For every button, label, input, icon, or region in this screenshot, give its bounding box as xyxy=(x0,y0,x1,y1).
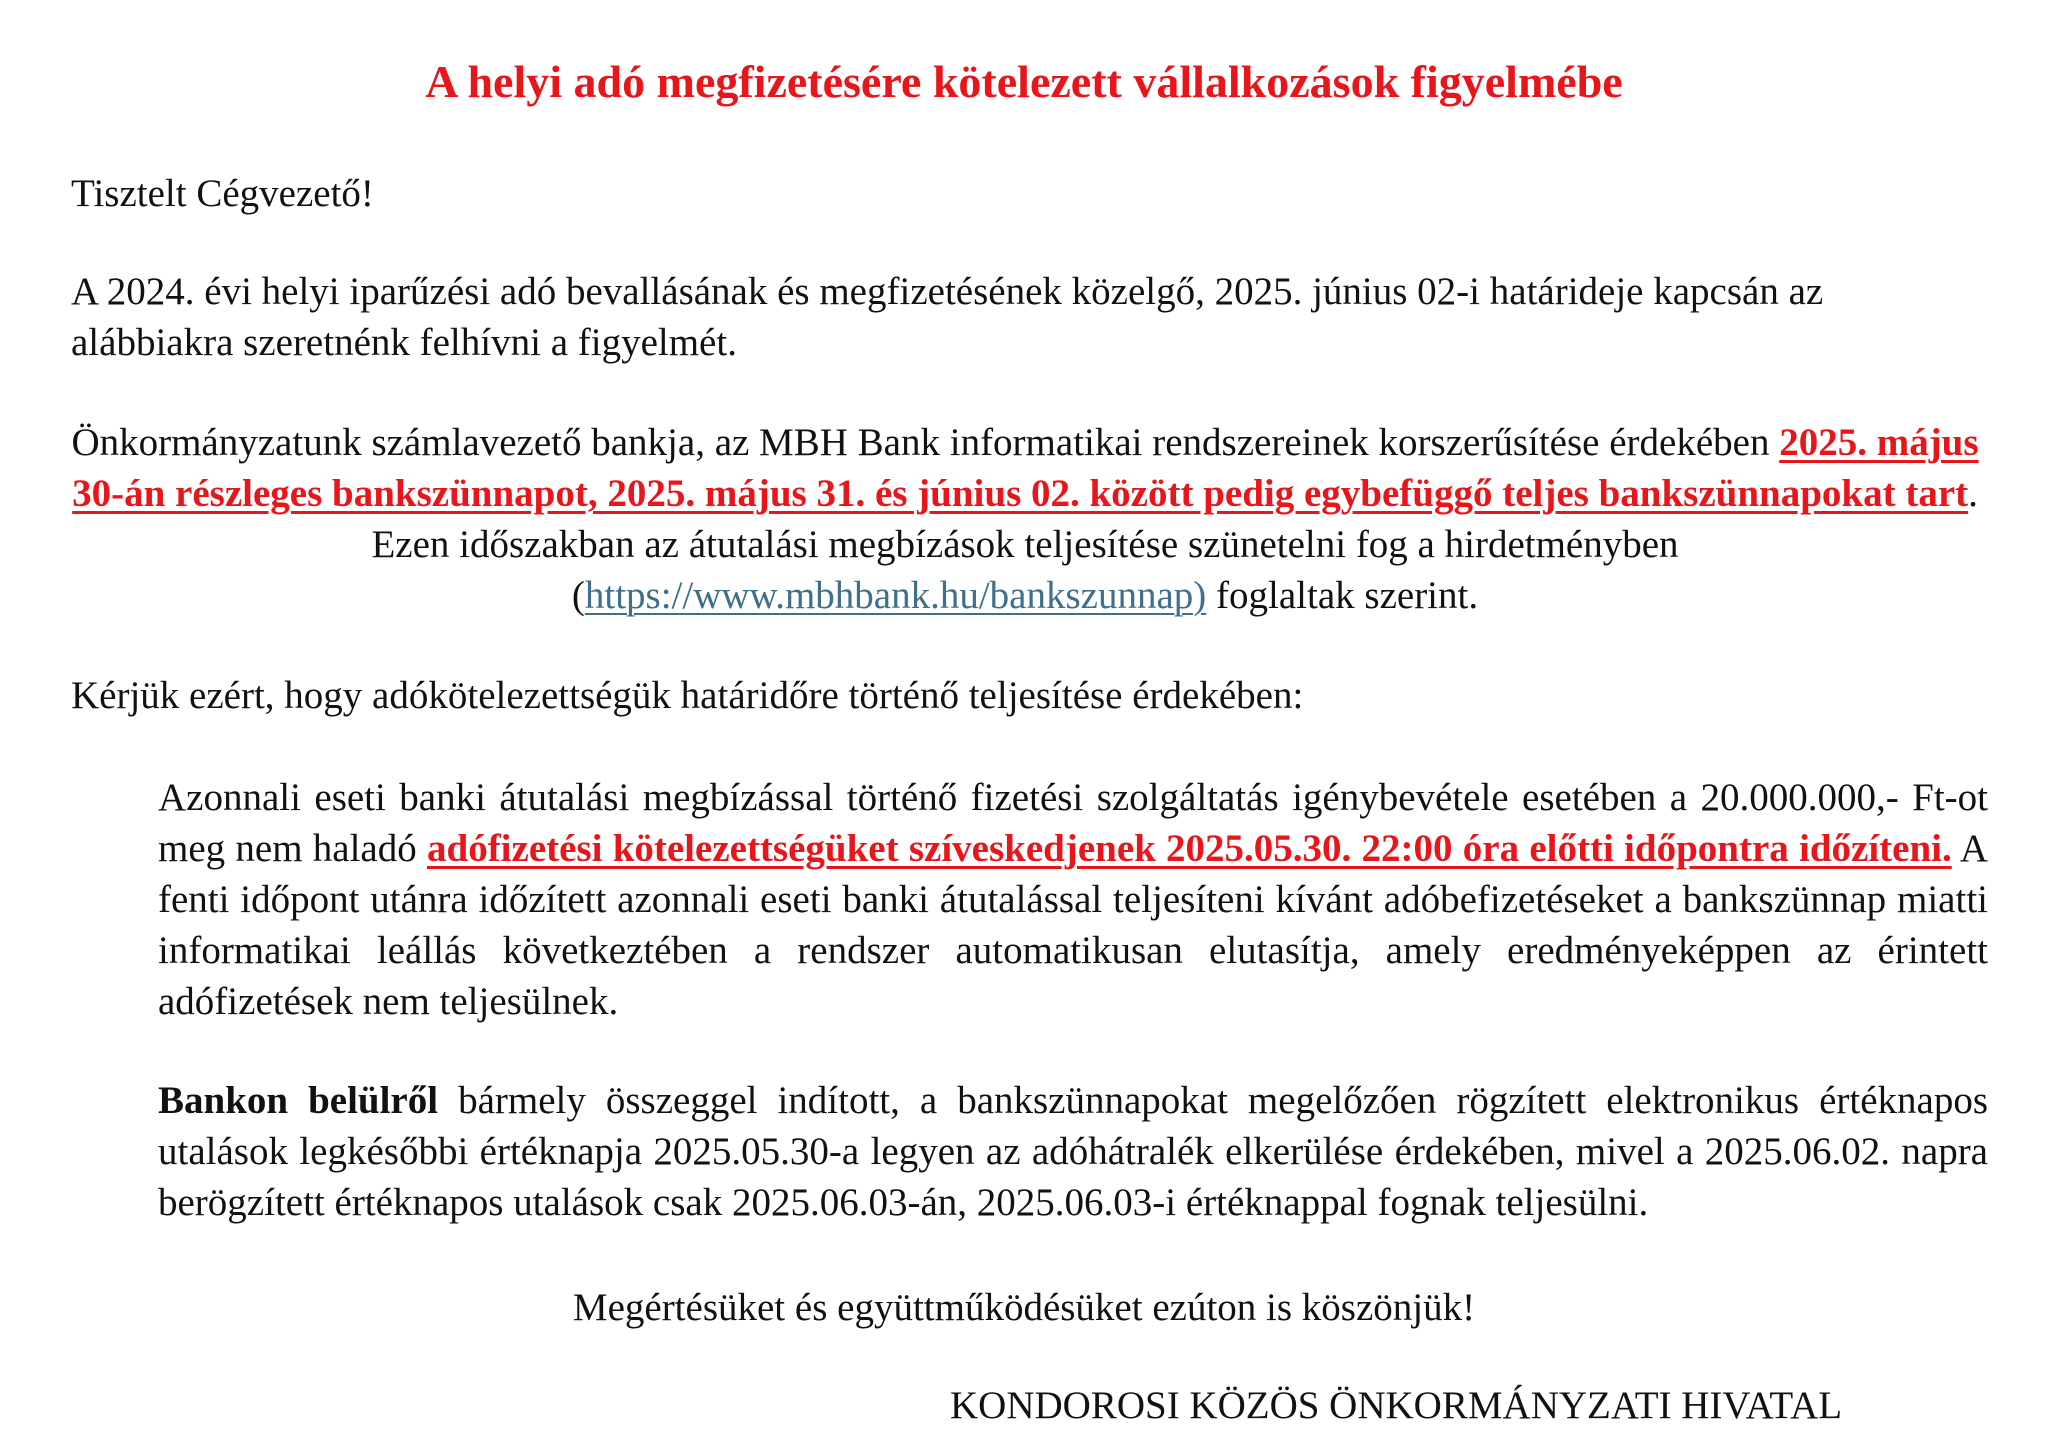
bank-notice-text-middle: . Ezen időszakban az átutalási megbízások teljesítése szünetelni fog a hirdetményben ( xyxy=(371,472,1978,617)
bank-notice-text-after: foglaltak szerint. xyxy=(1206,574,1479,617)
thanks-line: Megértésüket és együttműködésüket ezúton is köszönjük! xyxy=(572,1286,1476,1329)
instant-payment-text-after: A fenti időpont utánra időzített azonnali eseti banki átutalással teljesíteni kívánt adóbefizetéseket a bankszünnap miatti informatikai leállás következtében a rendszer automatikusan elutasítja, amely eredményeképpen az érintett adófizetések nem teljesülnek. xyxy=(158,827,1989,1023)
bank-holiday-link[interactable]: https://www.mbhbank.hu/bankszunnap) xyxy=(584,574,1207,617)
bank-holiday-dates-highlight: 2025. május 30-án részleges bankszünnapot, 2025. május 31. és június 02. között pedig egybefüggő teljes bankszünnapokat tart xyxy=(72,421,1979,515)
document-title: A helyi adó megfizetésére kötelezett vállalkozások figyelmébe xyxy=(425,56,1623,107)
instant-payment-text-before: Azonnali eseti banki átutalási megbízással történő fizetési szolgáltatás igénybevétele esetében a 20.000.000,- Ft-ot meg nem haladó xyxy=(158,776,1988,870)
payment-deadline-highlight: adófizetési kötelezettségüket szíveskedjenek 2025.05.30. 22:00 óra előtti időpontra időzíteni. xyxy=(427,827,1952,870)
request-paragraph: Kérjük ezért, hogy adókötelezettségük határidőre történő teljesítése érdekében: xyxy=(71,674,1304,717)
signature: KONDOROSI KÖZÖS ÖNKORMÁNYZATI HIVATAL xyxy=(950,1384,1843,1427)
internal-transfer-paragraph xyxy=(158,1075,1988,1228)
bank-notice-text-before: Önkormányzatunk számlavezető bankja, az MBH Bank informatikai rendszereinek korszerűsítése érdekében xyxy=(71,421,1780,464)
greeting: Tisztelt Cégvezető! xyxy=(71,172,374,215)
internal-transfer-bold: Bankon belülről xyxy=(158,1079,439,1122)
instant-payment-paragraph xyxy=(158,772,1988,1027)
intro-paragraph: A 2024. évi helyi iparűzési adó bevallásának és megfizetésének közelgő, 2025. június 02-i határideje kapcsán az alábbiakra szeretnénk felhívni a figyelmét. xyxy=(71,270,1824,364)
bank-holiday-notice xyxy=(70,417,1980,621)
internal-transfer-text: bármely összeggel indított, a bankszünnapokat megelőzően rögzített elektronikus értéknapos utalások legkésőbbi értéknapja 2025.05.30-a legyen az adóhátralék elkerülése érdekében, mivel a 2025.06.02. napra berögzített értéknapos utalások csak 2025.06.03-án, 2025.06.03-i értéknappal fognak teljesülni. xyxy=(158,1079,1988,1224)
